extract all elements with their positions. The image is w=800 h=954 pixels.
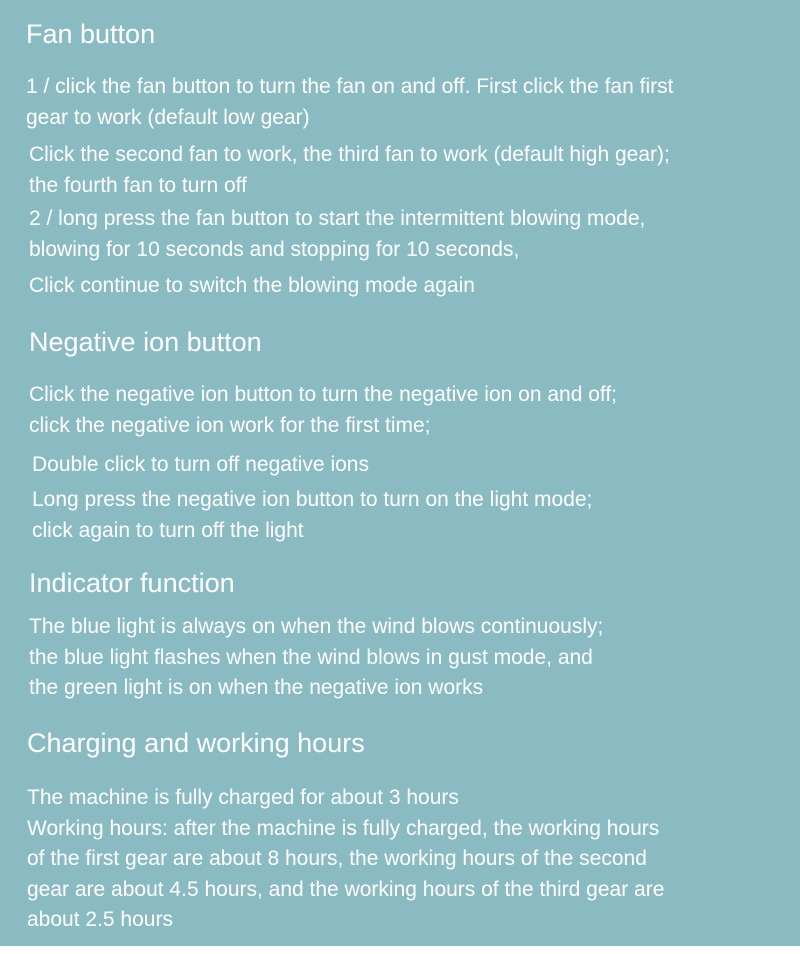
fan-button-heading: Fan button (26, 19, 156, 49)
ion-instruction-2: Double click to turn off negative ions (32, 453, 369, 476)
charging-description: The machine is fully charged for about 3 hours Working hours: after the machine is fully charged, the working hours of the first gear are about 8 hours, the working hours of the second gear are about 4.5 hours, and the working hours of the third gear are about 2.5 hours (27, 786, 665, 931)
fan-instruction-4: Click continue to switch the blowing mode again (29, 274, 475, 297)
fan-instruction-2: Click the second fan to work, the third fan to work (default high gear); the fourth fan to turn off (29, 143, 670, 197)
indicator-heading: Indicator function (29, 568, 235, 598)
fan-instruction-1: 1 / click the fan button to turn the fan on and off. First click the fan first gear to work (default low gear) (26, 75, 674, 129)
negative-ion-heading: Negative ion button (29, 327, 262, 357)
fan-instruction-3: 2 / long press the fan button to start the intermittent blowing mode, blowing for 10 seconds and stopping for 10 seconds, (29, 207, 646, 261)
indicator-description: The blue light is always on when the wind blows continuously; the blue light flashes when the wind blows in gust mode, and the green light is on when the negative ion works (29, 615, 604, 699)
ion-instruction-3: Long press the negative ion button to turn on the light mode; click again to turn off the light (32, 488, 593, 542)
ion-instruction-1: Click the negative ion button to turn the negative ion on and off; click the negative ion work for the first time; (29, 383, 618, 437)
charging-heading: Charging and working hours (27, 728, 365, 758)
